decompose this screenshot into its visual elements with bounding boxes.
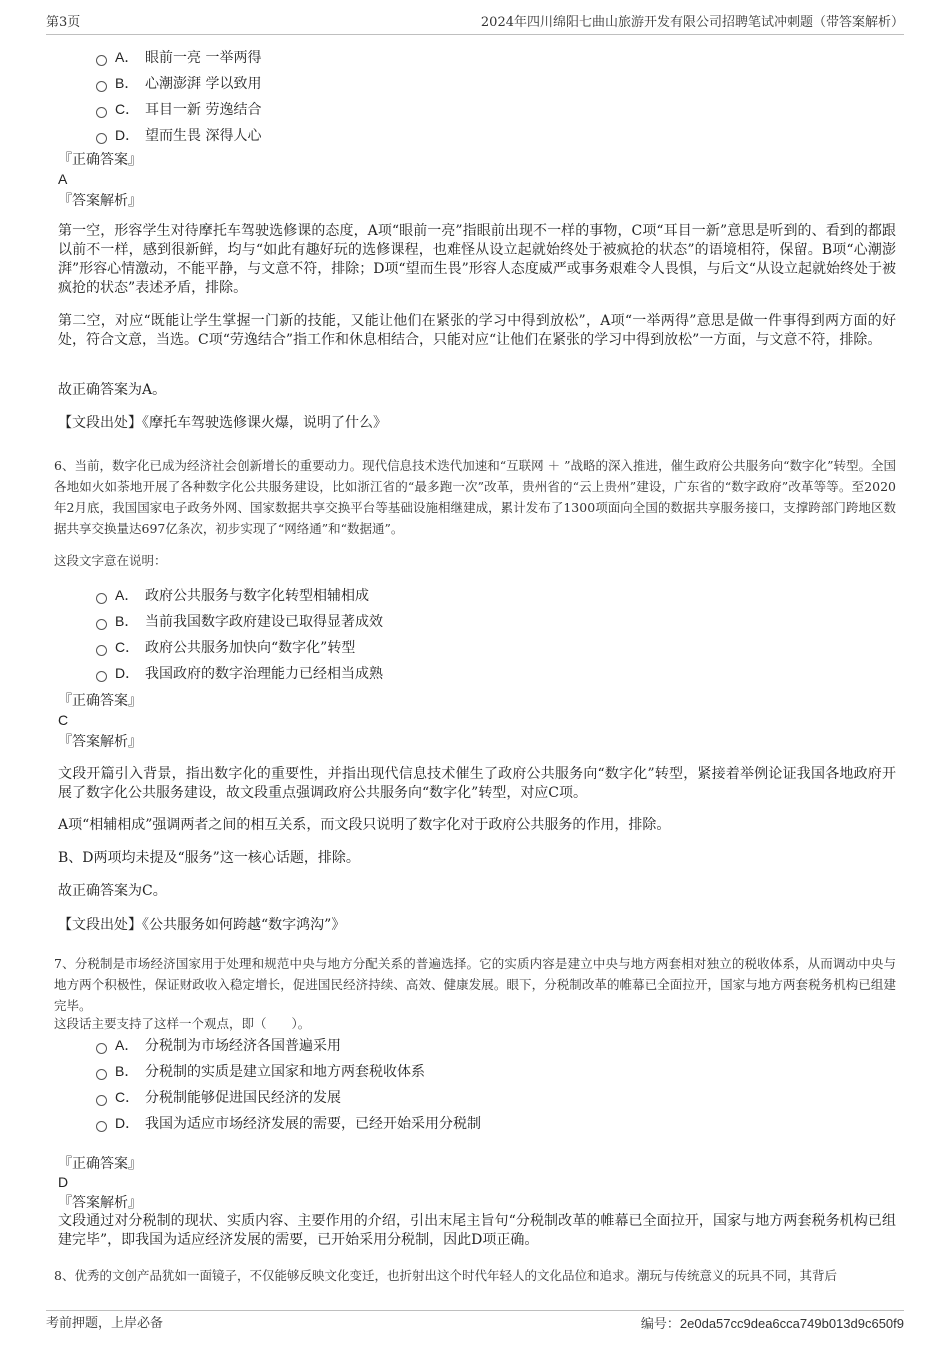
q6-analysis-conclusion: 故正确答案为C。 — [58, 883, 167, 899]
code-value: 2e0da57cc9dea6cca749b013d9c650f9 — [679, 1316, 904, 1331]
option-letter: D． — [115, 127, 140, 143]
radio-icon[interactable] — [96, 619, 107, 630]
option-text: 心潮澎湃 学以致用 — [145, 76, 262, 92]
option-letter: C． — [115, 101, 140, 117]
option-text: 望而生畏 深得人心 — [145, 128, 262, 144]
document-title: 2024年四川绵阳七曲山旅游开发有限公司招聘笔试冲刺题（带答案解析） — [480, 15, 904, 30]
radio-icon[interactable] — [96, 1043, 107, 1054]
q5-analysis-paragraph-2: 第二空，对应“既能让学生掌握一门新的技能，又能让他们在紧张的学习中得到放松”，A项“一举两得”意思是做一件事得到两方面的好处，符合文意，当选。C项“劳逸结合”指工作和休息相结合，只能对应“让他们在紧张的学习中得到放松”一方面，与文意不符，排除。 — [58, 313, 896, 348]
option-letter: C． — [115, 1089, 140, 1105]
q5-option-d[interactable] — [96, 124, 261, 146]
q5-option-b[interactable] — [96, 72, 261, 94]
radio-icon[interactable] — [96, 55, 107, 66]
radio-icon[interactable] — [96, 1121, 107, 1132]
radio-icon[interactable] — [96, 1095, 107, 1106]
q5-answer-label: 『正确答案』 — [58, 152, 142, 168]
q6-analysis-paragraph-2: A项“相辅相成”强调两者之间的相互关系，而文段只说明了数字化对于政府公共服务的作用，排除。 — [58, 817, 671, 833]
radio-icon[interactable] — [96, 1069, 107, 1080]
page-number: 第3页 — [46, 15, 81, 30]
q5-analysis-label: 『答案解析』 — [58, 193, 142, 209]
q6-answer: C — [58, 712, 69, 728]
page-header — [46, 14, 904, 35]
q5-answer: A — [58, 171, 68, 187]
option-text: 耳目一新 劳逸结合 — [145, 102, 262, 118]
option-letter: C． — [115, 639, 140, 655]
q6-analysis-paragraph-1: 文段开篇引入背景，指出数字化的重要性，并指出现代信息技术催生了政府公共服务向“数字化”转型，紧接着举例论证我国各地政府开展了数字化公共服务建设，故文段重点强调政府公共服务向“数字化”转型，对应C项。 — [58, 766, 896, 801]
q7-prompt: 这段话主要支持了这样一个观点，即（ ）。 — [54, 1016, 311, 1031]
footer-slogan: 考前押题，上岸必备 — [46, 1316, 164, 1331]
q7-analysis: 文段通过对分税制的现状、实质内容、主要作用的介绍，引出末尾主旨句“分税制改革的帷幕已全面拉开，国家与地方两套税务机构已组建完毕”，即我国为适应经济发展的需要，已开始采用分税制，因此D项正确。 — [58, 1213, 896, 1248]
q6-source: 【文段出处】《公共服务如何跨越“数字鸿沟”》 — [58, 917, 346, 933]
radio-icon[interactable] — [96, 645, 107, 656]
q7-analysis-label: 『答案解析』 — [58, 1195, 142, 1211]
q5-option-a[interactable] — [96, 46, 261, 68]
q7-option-c[interactable] — [96, 1086, 341, 1108]
option-text: 分税制的实质是建立国家和地方两套税收体系 — [145, 1064, 425, 1080]
q5-option-c[interactable] — [96, 98, 261, 120]
radio-icon[interactable] — [96, 133, 107, 144]
q8-stem: 8、优秀的文创产品犹如一面镜子，不仅能够反映文化变迁，也折射出这个时代年轻人的文化品位和追求。潮玩与传统意义的玩具不同，其背后 — [54, 1268, 837, 1283]
q6-answer-label: 『正确答案』 — [58, 693, 142, 709]
q6-prompt: 这段文字意在说明： — [54, 553, 167, 568]
q7-answer: D — [58, 1174, 69, 1190]
q7-option-d[interactable] — [96, 1112, 481, 1134]
option-text: 政府公共服务与数字化转型相辅相成 — [145, 588, 369, 604]
option-text: 眼前一亮 一举两得 — [145, 50, 262, 66]
option-text: 我国为适应市场经济发展的需要，已经开始采用分税制 — [145, 1116, 481, 1132]
q7-option-a[interactable] — [96, 1034, 341, 1056]
q6-option-d[interactable] — [96, 662, 383, 684]
document-code — [641, 1313, 904, 1336]
q6-analysis-paragraph-3: B、D两项均未提及“服务”这一核心话题，排除。 — [58, 850, 360, 866]
q5-analysis-conclusion: 故正确答案为A。 — [58, 382, 167, 398]
radio-icon[interactable] — [96, 81, 107, 92]
option-letter: B． — [115, 75, 139, 91]
q6-option-c[interactable] — [96, 636, 355, 658]
q7-option-b[interactable] — [96, 1060, 425, 1082]
option-letter: A． — [115, 587, 139, 603]
page-footer — [46, 1310, 904, 1335]
option-letter: A． — [115, 1037, 139, 1053]
option-text: 分税制为市场经济各国普遍采用 — [145, 1038, 341, 1054]
q7-stem: 7、分税制是市场经济国家用于处理和规范中央与地方分配关系的普遍选择。它的实质内容是建立中央与地方两套相对独立的税收体系，从而调动中央与地方两个积极性，保证财政收入稳定增长，促进国民经济持续、高效、健康发展。眼下，分税制改革的帷幕已全面拉开，国家与地方两套税务机构已组建完毕。 — [54, 956, 896, 1013]
option-letter: D． — [115, 1115, 140, 1131]
radio-icon[interactable] — [96, 671, 107, 682]
option-text: 我国政府的数字治理能力已经相当成熟 — [145, 666, 383, 682]
option-letter: B． — [115, 613, 139, 629]
option-letter: A． — [115, 49, 139, 65]
option-text: 分税制能够促进国民经济的发展 — [145, 1090, 341, 1106]
radio-icon[interactable] — [96, 107, 107, 118]
q6-option-b[interactable] — [96, 610, 383, 632]
code-label: 编号： — [640, 1317, 680, 1332]
option-text: 政府公共服务加快向“数字化”转型 — [145, 640, 356, 656]
q6-analysis-label: 『答案解析』 — [58, 734, 142, 750]
q5-analysis-paragraph-1: 第一空，形容学生对待摩托车驾驶选修课的态度，A项“眼前一亮”指眼前出现不一样的事物，C项“耳目一新”意思是听到的、看到的都跟以前不一样，感到很新鲜，均与“如此有趣好玩的选修课程，也难怪从设立起就始终处于被疯抢的状态”的语境相符，保留。B项“心潮澎湃”形容心情激动，不能平静，与文意不符，排除；D项“望而生畏”形容人态度威严或事务艰难令人畏惧，与后文“从设立起就始终处于被疯抢的状态”表述矛盾，排除。 — [58, 223, 896, 296]
option-text: 当前我国数字政府建设已取得显著成效 — [145, 614, 383, 630]
q5-source: 【文段出处】《摩托车驾驶选修课火爆，说明了什么》 — [58, 415, 387, 431]
option-letter: B． — [115, 1063, 139, 1079]
q6-option-a[interactable] — [96, 584, 369, 606]
q6-stem: 6、当前，数字化已成为经济社会创新增长的重要动力。现代信息技术迭代加速和“互联网 ＋ ”战略的深入推进，催生政府公共服务向“数字化”转型。全国各地如火如荼地开展了各种数字化公共服务建设，比如浙江省的“最多跑一次”改革，贵州省的“云上贵州”建设，广东省的“数字政府”改革等等。至2020年2月底，我国国家电子政务外网、国家数据共享交换平台等基础设施相继建成，累计发布了1300项面向全国的数据共享服务接口，支撑跨部门跨地区数据共享交换量达697亿条次，初步实现了“网络通”和“数据通”。 — [54, 458, 896, 536]
radio-icon[interactable] — [96, 593, 107, 604]
option-letter: D． — [115, 665, 140, 681]
q7-answer-label: 『正确答案』 — [58, 1156, 142, 1172]
